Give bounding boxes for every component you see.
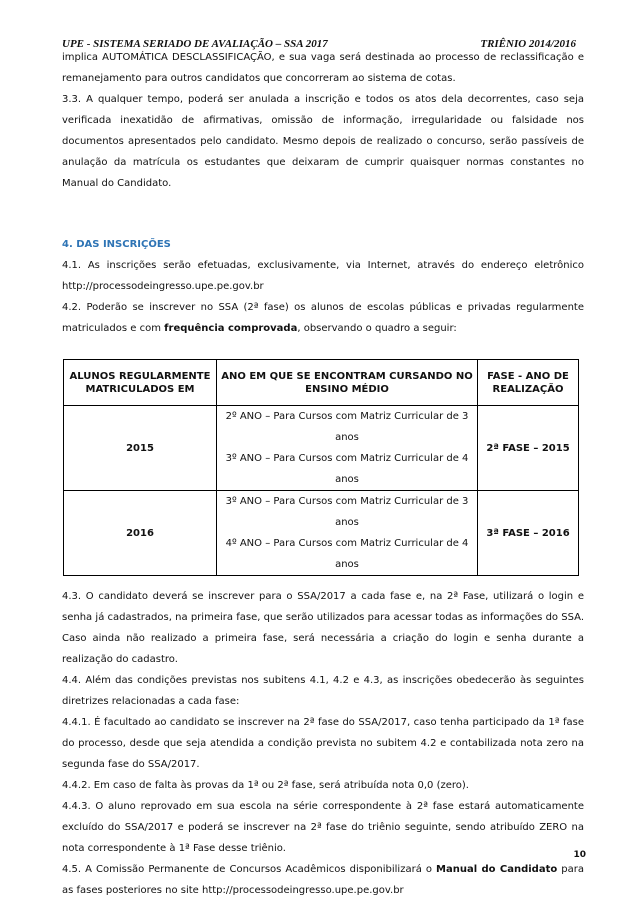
header-title: UPE - SISTEMA SERIADO DE AVALIAÇÃO – SSA 2017 bbox=[62, 38, 328, 50]
grade-line: 4º ANO – Para Cursos com Matriz Curricular de 4 anos bbox=[225, 538, 469, 570]
paragraph-4-4: 4.4. Além das condições previstas nos subitens 4.1, 4.2 e 4.3, as inscrições obedecerão às seguintes diretrizes relacionadas a cada fase: bbox=[62, 675, 584, 707]
paragraph-4-5-text: 4.5. A Comissão Permanente de Concursos Acadêmicos disponibilizará o bbox=[62, 864, 437, 875]
table-cell-year: 2015 bbox=[64, 406, 217, 491]
paragraph-3-2-continued: implica AUTOMÁTICA DESCLASSIFICAÇÃO, e sua vaga será destinada ao processo de reclassificação e remanejamento para outros candidatos que concorreram ao sistema de cotas. bbox=[62, 52, 584, 84]
enrollment-table bbox=[63, 359, 579, 576]
table-cell-year: 2016 bbox=[64, 491, 217, 576]
table-row bbox=[64, 406, 579, 491]
table-cell-phase: 3ª FASE – 2016 bbox=[478, 491, 579, 576]
paragraph-3-3: 3.3. A qualquer tempo, poderá ser anulada a inscrição e todos os atos dela decorrentes, caso seja verificada inexatidão de afirmativas, omissão de informação, irregularidade ou falsidade nos documentos apresentados pelo candidato. Mesmo depois de realizado o concurso, serão passíveis de anulação da matrícula os estudantes que deixaram de cumprir quaisquer normas constantes no Manual do Candidato. bbox=[62, 94, 584, 189]
paragraph-4-5-end: para as fases posteriores no site http://processodeingresso.upe.pe.gov.br bbox=[62, 864, 584, 896]
paragraph-4-2 bbox=[62, 297, 584, 339]
table-header-cell: FASE - ANO DE REALIZAÇÃO bbox=[478, 360, 579, 406]
paragraph-4-4-3: 4.4.3. O aluno reprovado em sua escola na série correspondente à 2ª fase estará automaticamente excluído do SSA/2017 e poderá se inscrever na 2ª fase do triênio seguinte, sendo atribuído ZERO na nota correspondente à 1ª Fase desse triênio. bbox=[62, 801, 584, 854]
table-header-row bbox=[64, 360, 579, 406]
paragraph-4-5-bold: Manual do Candidato bbox=[436, 864, 558, 875]
header-period: TRIÊNIO 2014/2016 bbox=[480, 38, 576, 50]
paragraph-4-2-end: , observando o quadro a seguir: bbox=[297, 323, 457, 334]
table-header-cell: ALUNOS REGULARMENTE MATRICULADOS EM bbox=[64, 360, 217, 406]
table-row bbox=[64, 491, 579, 576]
paragraph-4-2-bold: frequência comprovada bbox=[164, 323, 298, 334]
section-title: 4. DAS INSCRIÇÕES bbox=[62, 239, 171, 250]
grade-line: 3º ANO – Para Cursos com Matriz Curricular de 4 anos bbox=[225, 453, 469, 485]
table-header-cell: ANO EM QUE SE ENCONTRAM CURSANDO NO ENSINO MÉDIO bbox=[217, 360, 478, 406]
grade-line: 3º ANO – Para Cursos com Matriz Curricular de 3 anos bbox=[225, 496, 469, 528]
page-number: 10 bbox=[573, 850, 586, 860]
document-body bbox=[62, 47, 584, 901]
table-cell-grade bbox=[217, 491, 478, 576]
paragraph-4-2-text: 4.2. Poderão se inscrever no SSA (2ª fase) os alunos de escolas públicas e privadas regularmente matriculados e com bbox=[62, 302, 584, 334]
paragraph-4-4-2: 4.4.2. Em caso de falta às provas da 1ª ou 2ª fase, será atribuída nota 0,0 (zero). bbox=[62, 780, 469, 791]
grade-line: 2º ANO – Para Cursos com Matriz Curricular de 3 anos bbox=[225, 411, 469, 443]
paragraph-4-3: 4.3. O candidato deverá se inscrever para o SSA/2017 a cada fase e, na 2ª Fase, utilizará o login e senha já cadastrados, na primeira fase, que serão utilizados para acessar todas as informações do SSA. Caso ainda não realizado a primeira fase, será necessária a criação do login e senha durante a realização do cadastro. bbox=[62, 591, 584, 665]
table-cell-phase: 2ª FASE – 2015 bbox=[478, 406, 579, 491]
paragraph-4-5 bbox=[62, 859, 584, 901]
table-cell-grade bbox=[217, 406, 478, 491]
paragraph-4-1: 4.1. As inscrições serão efetuadas, exclusivamente, via Internet, através do endereço eletrônico http://processodeingresso.upe.pe.gov.br bbox=[62, 260, 584, 292]
paragraph-4-4-1: 4.4.1. É facultado ao candidato se inscrever na 2ª fase do SSA/2017, caso tenha participado da 1ª fase do processo, desde que seja atendida a condição prevista no subitem 4.2 e contabilizada nota zero na segunda fase do SSA/2017. bbox=[62, 717, 584, 770]
